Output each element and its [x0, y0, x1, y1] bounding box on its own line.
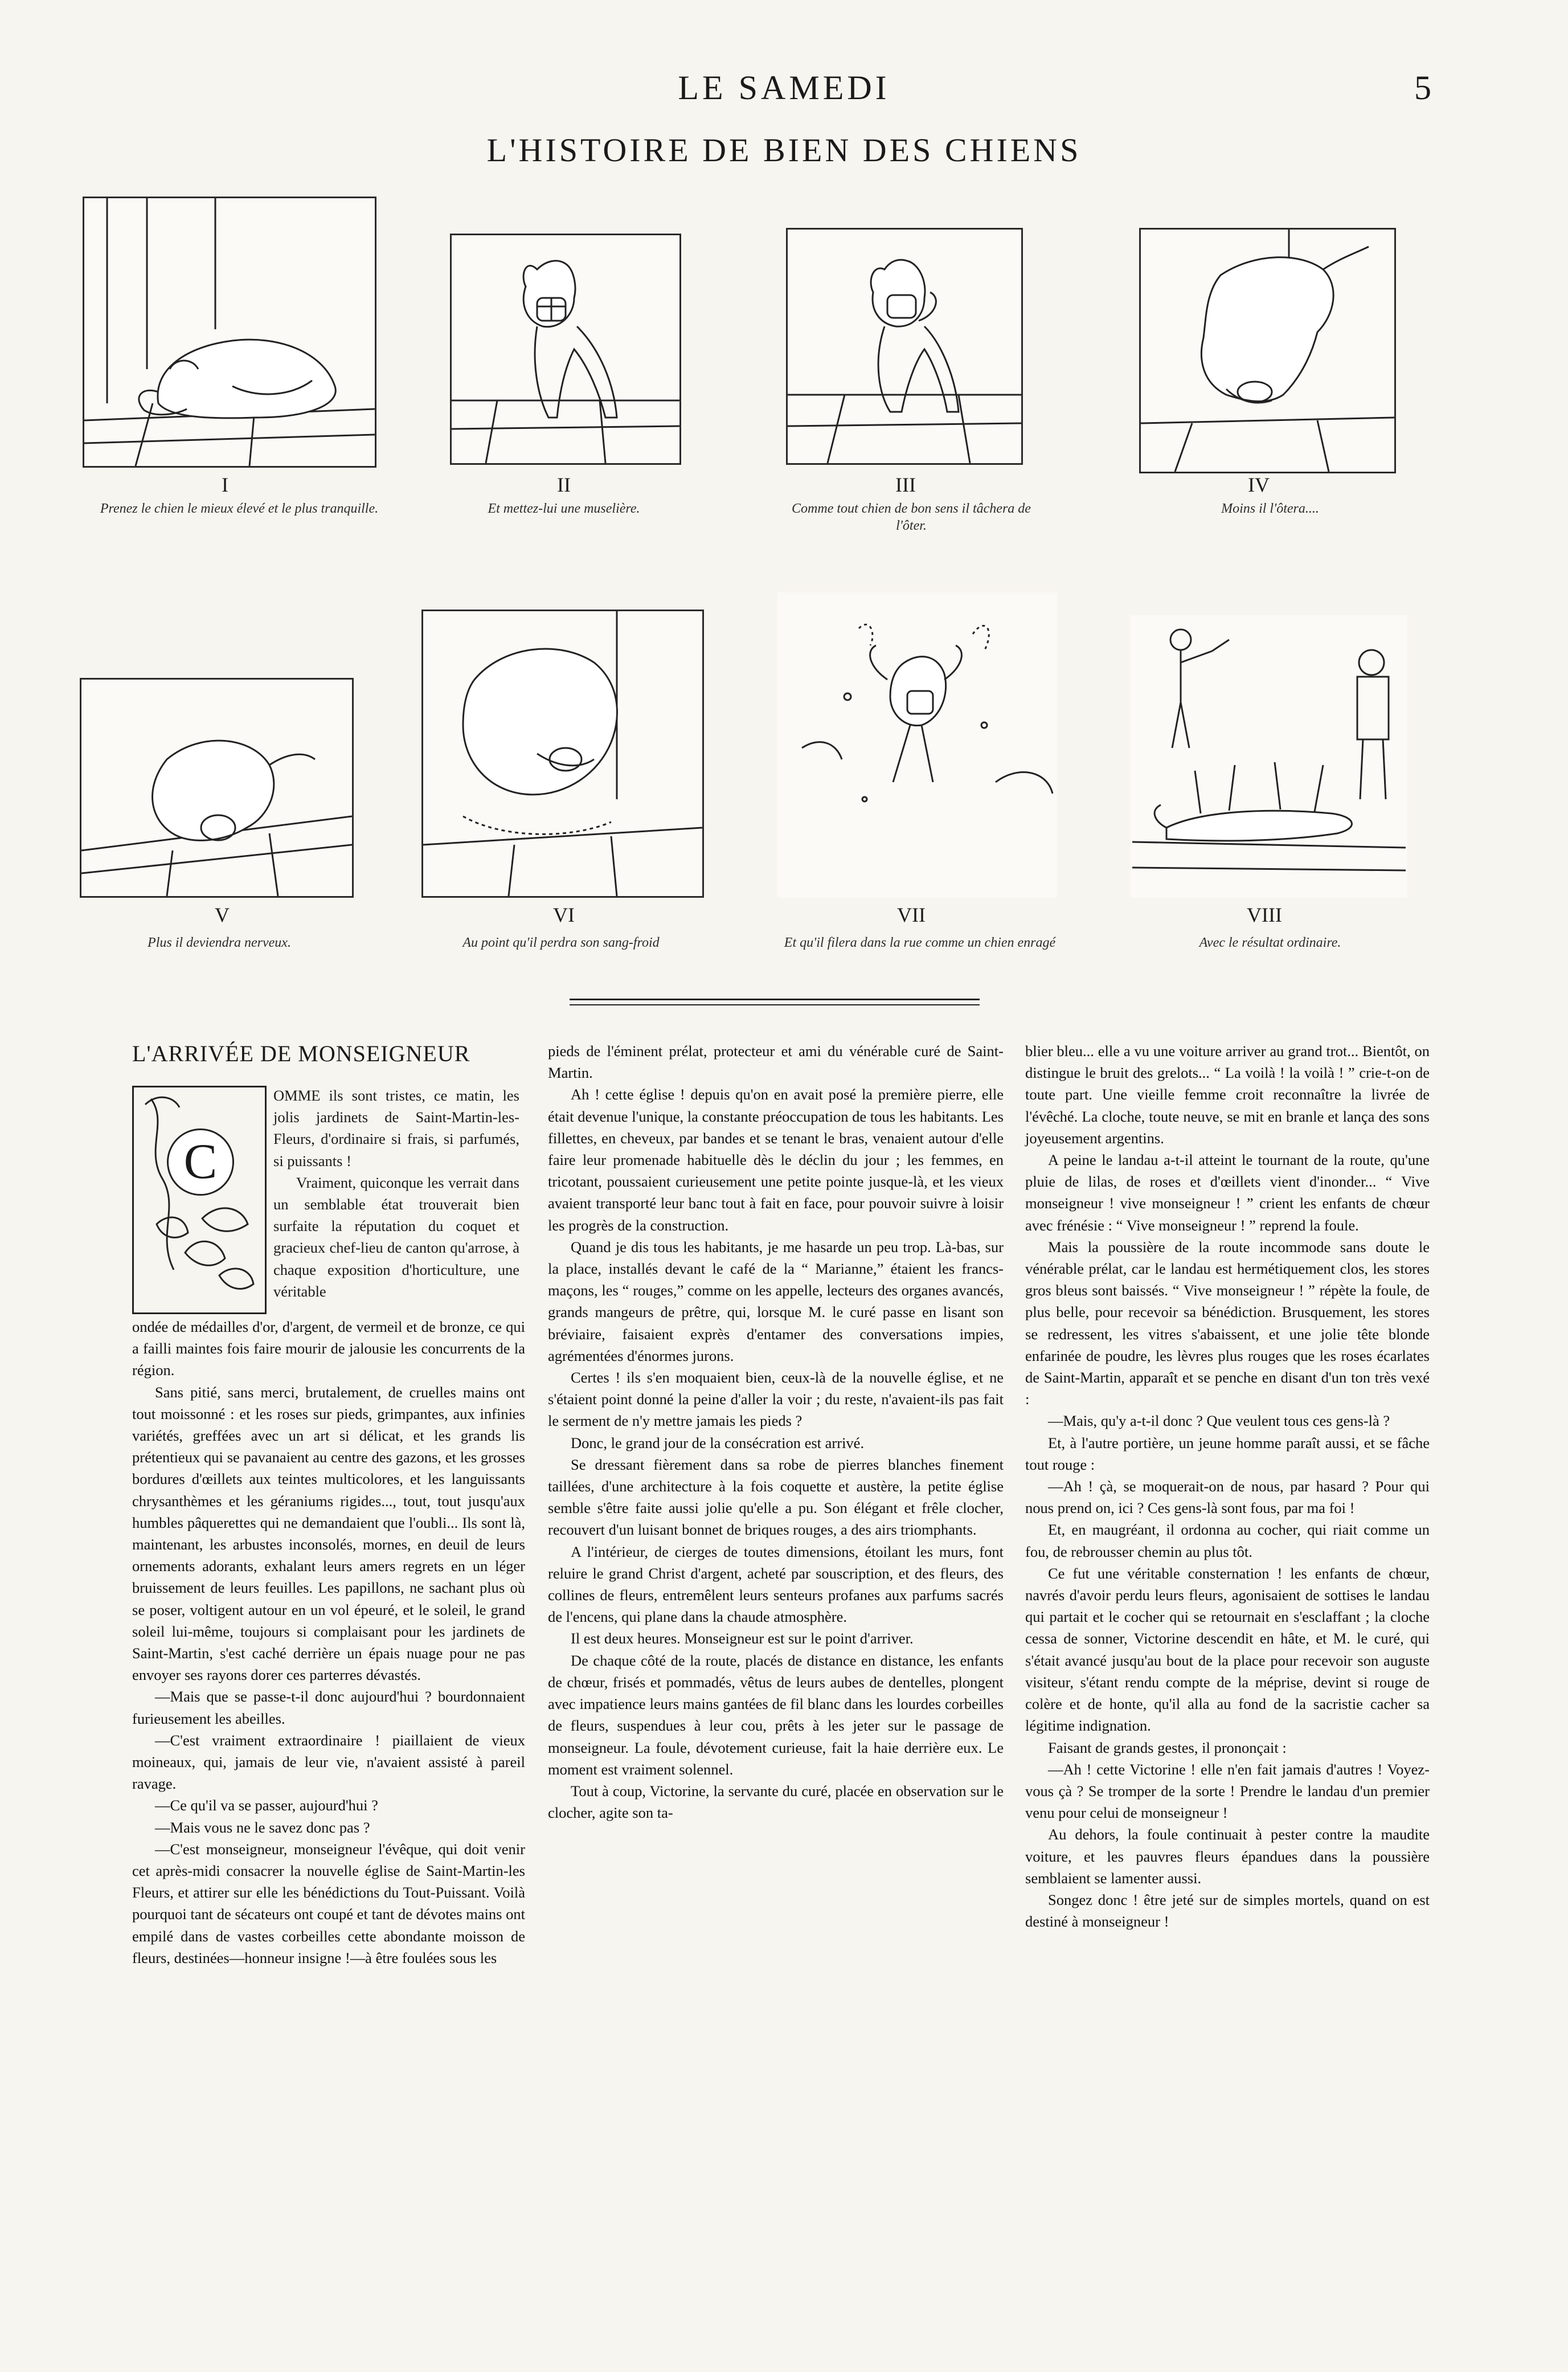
- muzzled-dog-illustration: [452, 235, 679, 463]
- comic-panel-1: [83, 197, 376, 468]
- drop-cap-ornament: [132, 1086, 267, 1314]
- floral-ornament-icon: [134, 1087, 265, 1312]
- panel-4-numeral: IV: [1248, 473, 1270, 496]
- panel-6-caption: Au point qu'il perdra son sang-froid: [462, 935, 660, 950]
- comic-panel-7: [777, 592, 1057, 898]
- article-paragraph: blier bleu... elle a vu une voiture arriver au grand trot... Bientôt, on distingue le bruit des grelots... “ La voilà ! la voilà ! ” crie-t-on de toute part. Une vieille femme croit reconnaître la livrée de l'évêché. La cloche, toute neuve, se mit en branle et lança des sons joyeusement argentins.: [1025, 1042, 1430, 1147]
- article-paragraph: Songez donc ! être jeté sur de simples mortels, quand on est destiné à monseigneur !: [1025, 1891, 1430, 1931]
- article-paragraph: Ah ! cette église ! depuis qu'on en avait posé la première pierre, elle était devenue l'unique, la constante préoccupation de tous les habitants. Les fillettes, en cheveux, par bandes et se tenant le bras, venaient autour d'elle faire leur promenade habituelle dès le déclin du jour ; les femmes, en tricotant, poussaient curieusement une petite pointe jusque-là, et les vieux avaient transporté leur banc tout à fait en face, pour pouvoir suivre à loisir les progrès de la construction.: [548, 1086, 1004, 1234]
- panel-3-numeral: III: [895, 473, 916, 496]
- article-paragraph: Ce fut une véritable consternation ! les enfants de chœur, navrés d'avoir perdu leurs fleurs, agonisaient de sottises le landau qui partait et le cocher qui se retournait en s'esclaffant ; la cloche cessa de sonner, Victorine descendit en hâte, et M. le curé, qui s'était avancé jusqu'au bout de la place pour recevoir son auguste visiteur, s'étant rendu compte de la méprise, devint si rouge de colère et de honte, qu'il alla au fond de la sacristie cacher sa légitime indignation.: [1025, 1564, 1430, 1735]
- comic-panel-2: [450, 234, 681, 465]
- panel-4-caption: Moins il l'ôtera....: [1221, 501, 1319, 516]
- drop-letter: C: [167, 1128, 234, 1196]
- panel-3-caption: Comme tout chien de bon sens il tâchera de l'ôter.: [792, 501, 1031, 533]
- article-paragraph: —Mais, qu'y a-t-il donc ? Que veulent tous ces gens-là ?: [1048, 1412, 1390, 1430]
- article-paragraph: A l'intérieur, de cierges de toutes dimensions, étoilant les murs, font reluire le grand Christ d'argent, acheté par souscription, et des fleurs, des collines de fleurs, entremêlent leurs senteurs profanes aux parfums sacrés de l'encens, qui plane dans la chaude atmosphère.: [548, 1543, 1004, 1626]
- section-divider-secondary: [570, 1004, 980, 1005]
- article-intro: [273, 1085, 519, 1302]
- article-paragraph: Mais la poussière de la route incommode sans doute le vénérable prélat, car le landau est hermétiquement clos, les stores gros bleus sont baissés. “ Vive monseigneur ! ” répète la foule, de plus belle, pour recevoir sa bénédiction. Brusquement, les stores se redressent, les vitres s'abaissent, et une jolie tête blonde enfarinée de poudre, les lèvres plus rouges que les roses écarlates de Saint-Martin, apparaît et se penche en disant d'un ton très vexé :: [1025, 1238, 1430, 1408]
- intro-paragraph: OMME ils sont tristes, ce matin, les jolis jardinets de Saint-Martin-les-Fleurs, d'ordinaire si frais, si parfumés, si puissants !: [273, 1087, 519, 1169]
- comic-panel-4: [1139, 228, 1396, 473]
- comic-panel-6: [421, 610, 704, 898]
- article-paragraph: —Ah ! cette Victorine ! elle n'en fait jamais d'autres ! Voyez-vous çà ? Se tromper de la sorte ! Prendre le landau d'un premier venu pour celui de monseigneur !: [1025, 1760, 1430, 1822]
- article-paragraph: Et, en maugréant, il ordonna au cocher, qui riait comme un fou, de rebrousser chemin au plus tôt.: [1025, 1521, 1430, 1560]
- article-column-2: [548, 1040, 1004, 1823]
- article-paragraph: —Mais vous ne le savez donc pas ?: [155, 1818, 370, 1836]
- article-paragraph: Certes ! ils s'en moquaient bien, ceux-là de la nouvelle église, et ne s'étaient point donné la peine d'aller la voir ; du reste, n'avaient-ils pas fait le serment de n'y mettre jamais les pieds ?: [548, 1369, 1004, 1430]
- dog-pawing-muzzle-illustration: [788, 230, 1021, 463]
- article-paragraph: De chaque côté de la route, placés de distance en distance, les enfants de chœur, frisés et pommadés, vêtus de leurs aubes de dentelles, plongent avec impatience leurs mains gantées de fil blanc dans les lourdes corbeilles de fleurs, suspendues à leur cou, prêts à les jeter sur le passage de monseigneur. La foule, dévotement curieuse, fait la haie derrière eux. Le moment est vraiment solennel.: [548, 1651, 1004, 1778]
- article-paragraph: Il est deux heures. Monseigneur est sur le point d'arriver.: [571, 1630, 914, 1647]
- panel-8-caption: Avec le résultat ordinaire.: [1199, 935, 1341, 950]
- article-column-3: [1025, 1040, 1430, 1932]
- sleeping-dog-illustration: [84, 198, 375, 466]
- article-paragraph: Tout à coup, Victorine, la servante du curé, placée en observation sur le clocher, agite son ta-: [548, 1782, 1004, 1822]
- panel-1-caption: Prenez le chien le mieux élevé et le plus tranquille.: [100, 501, 379, 516]
- article-paragraph: —Ah ! çà, se moquerait-on de nous, par hasard ? Pour qui nous prend on, ici ? Ces gens-là sont fous, par ma foi !: [1025, 1478, 1430, 1517]
- comic-panel-3: [786, 228, 1023, 465]
- dog-rolling-illustration: [423, 611, 702, 896]
- article-paragraph: —Ce qu'il va se passer, aujourd'hui ?: [155, 1797, 378, 1814]
- dead-dog-gendarmes-illustration: [1132, 617, 1406, 896]
- panel-2-caption: Et mettez-lui une muselière.: [488, 501, 640, 516]
- page-number: 5: [1414, 69, 1431, 107]
- panel-8-numeral: VIII: [1247, 903, 1282, 926]
- page-header: [0, 68, 1568, 114]
- dog-rubbing-face-illustration: [1141, 230, 1394, 472]
- article-paragraph: ondée de médailles d'or, d'argent, de vermeil et de bronze, ce qui a failli maintes fois faire mourir de jalousie les concurrents de la région.: [132, 1318, 525, 1379]
- running-dog-illustration: [779, 594, 1055, 896]
- article-paragraph: Au dehors, la foule continuait à pester contre la maudite voiture, et les pauvres fleurs épandues dans la poussière semblaient se lamenter aussi.: [1025, 1826, 1430, 1887]
- article-paragraph: —Mais que se passe-t-il donc aujourd'hui ? bourdonnaient furieusement les abeilles.: [132, 1688, 525, 1727]
- panel-1-numeral: I: [222, 473, 228, 496]
- panel-7-caption: Et qu'il filera dans la rue comme un chien enragé: [784, 935, 1056, 950]
- comic-panel-5: [80, 678, 354, 898]
- article-paragraph: Faisant de grands gestes, il prononçait :: [1048, 1739, 1287, 1756]
- article-paragraph: pieds de l'éminent prélat, protecteur et ami du vénérable curé de Saint-Martin.: [548, 1042, 1004, 1082]
- article-paragraph: —C'est vraiment extraordinaire ! piaillaient de vieux moineaux, qui, jamais de leur vie, n'avaient assisté à pareil ravage.: [132, 1731, 525, 1793]
- article-paragraph: Donc, le grand jour de la consécration est arrivé.: [571, 1434, 865, 1451]
- comic-strip-title: L'HISTOIRE DE BIEN DES CHIENS: [486, 132, 1082, 169]
- article-paragraph: A peine le landau a-t-il atteint le tournant de la route, qu'une pluie de lilas, de roses et d'œillets vient d'inonder... “ Vive monseigneur ! vive monseigneur ! ” crient les enfants de chœur avec frénésie : “ Vive monseigneur ! ” reprend la foule.: [1025, 1151, 1430, 1234]
- curled-dog-illustration: [81, 680, 352, 896]
- article-paragraph: Et, à l'autre portière, un jeune homme paraît aussi, et se fâche tout rouge :: [1025, 1434, 1430, 1473]
- article-paragraph: Sans pitié, sans merci, brutalement, de cruelles mains ont tout moissonné : et les roses sur pieds, grimpantes, aux infinies variétés, greffées avec un art si délicat, et les grands lis prétentieux qui se pavanaient au centre des gazons, et les grosses bordures d'œillets aux teintes multicolores, et les languissants chrysanthèmes et les géraniums rigides..., tout, tout jusqu'aux humbles pâquerettes qui ne demandaient que l'oubli... Ils sont là, maintenant, les arbustes inconsolés, mornes, en deuil de leurs ornements adorants, exhalant leurs amers regrets en un léger bruissement de leurs feuilles. Les papillons, ne sachant plus où se poser, voltigent autour en un vol épeuré, et le soleil, le grand soleil lui-même, toujours si complaisant pour les jardinets de Saint-Martin, s'est caché derrière un épais nuage pour ne pas envoyer ses rayons dorer ces parterres dévastés.: [132, 1383, 525, 1684]
- section-divider: [570, 999, 980, 1000]
- comic-panel-8: [1131, 615, 1407, 898]
- article-title: L'ARRIVÉE DE MONSEIGNEUR: [132, 1041, 470, 1066]
- panel-5-caption: Plus il deviendra nerveux.: [148, 935, 291, 950]
- masthead: LE SAMEDI: [678, 69, 890, 107]
- panel-7-numeral: VII: [897, 903, 926, 926]
- article-paragraph: Se dressant fièrement dans sa robe de pierres blanches finement taillées, d'une architecture à la fois coquette et austère, la petite église semble s'être faite aussi jolie qu'elle a pu. Son élégant et frêle clocher, recouvert d'un luisant bonnet de briques rouges, a des airs triomphants.: [548, 1455, 1004, 1539]
- article-column-1: [132, 1316, 525, 1969]
- article-paragraph: Quand je dis tous les habitants, je me hasarde un peu trop. Là-bas, sur la place, installés devant le café de la “ Marianne,” étaient les francs-maçons, les “ rouges,” comme on les appelle, lecteurs des organes avancés, grands mangeurs de prêtre, qui, lorsque M. le curé passe en lisant son bréviaire, faisaient exprès d'entamer des conversations impies, agrémentées d'énormes jurons.: [548, 1238, 1004, 1364]
- panel-5-numeral: V: [215, 903, 230, 926]
- article-paragraph: —C'est monseigneur, monseigneur l'évêque, qui doit venir cet après-midi consacrer la nouvelle église de Saint-Martin-les Fleurs, et attirer sur elle les bénédictions du Tout-Puissant. Voilà pourquoi tant de sécateurs ont coupé et tant de dévotes mains ont empilé dans de vastes corbeilles cette abondante moisson de fleurs, destinées—honneur insigne !—à être foulées sous les: [132, 1840, 525, 1966]
- panel-6-numeral: VI: [553, 903, 575, 926]
- intro-paragraph: Vraiment, quiconque les verrait dans un semblable état trouverait bien surfaite la réputation du coquet et gracieux chef-lieu de canton qu'arrose, à chaque exposition d'horticulture, une véritable: [273, 1173, 519, 1300]
- panel-2-numeral: II: [557, 473, 571, 496]
